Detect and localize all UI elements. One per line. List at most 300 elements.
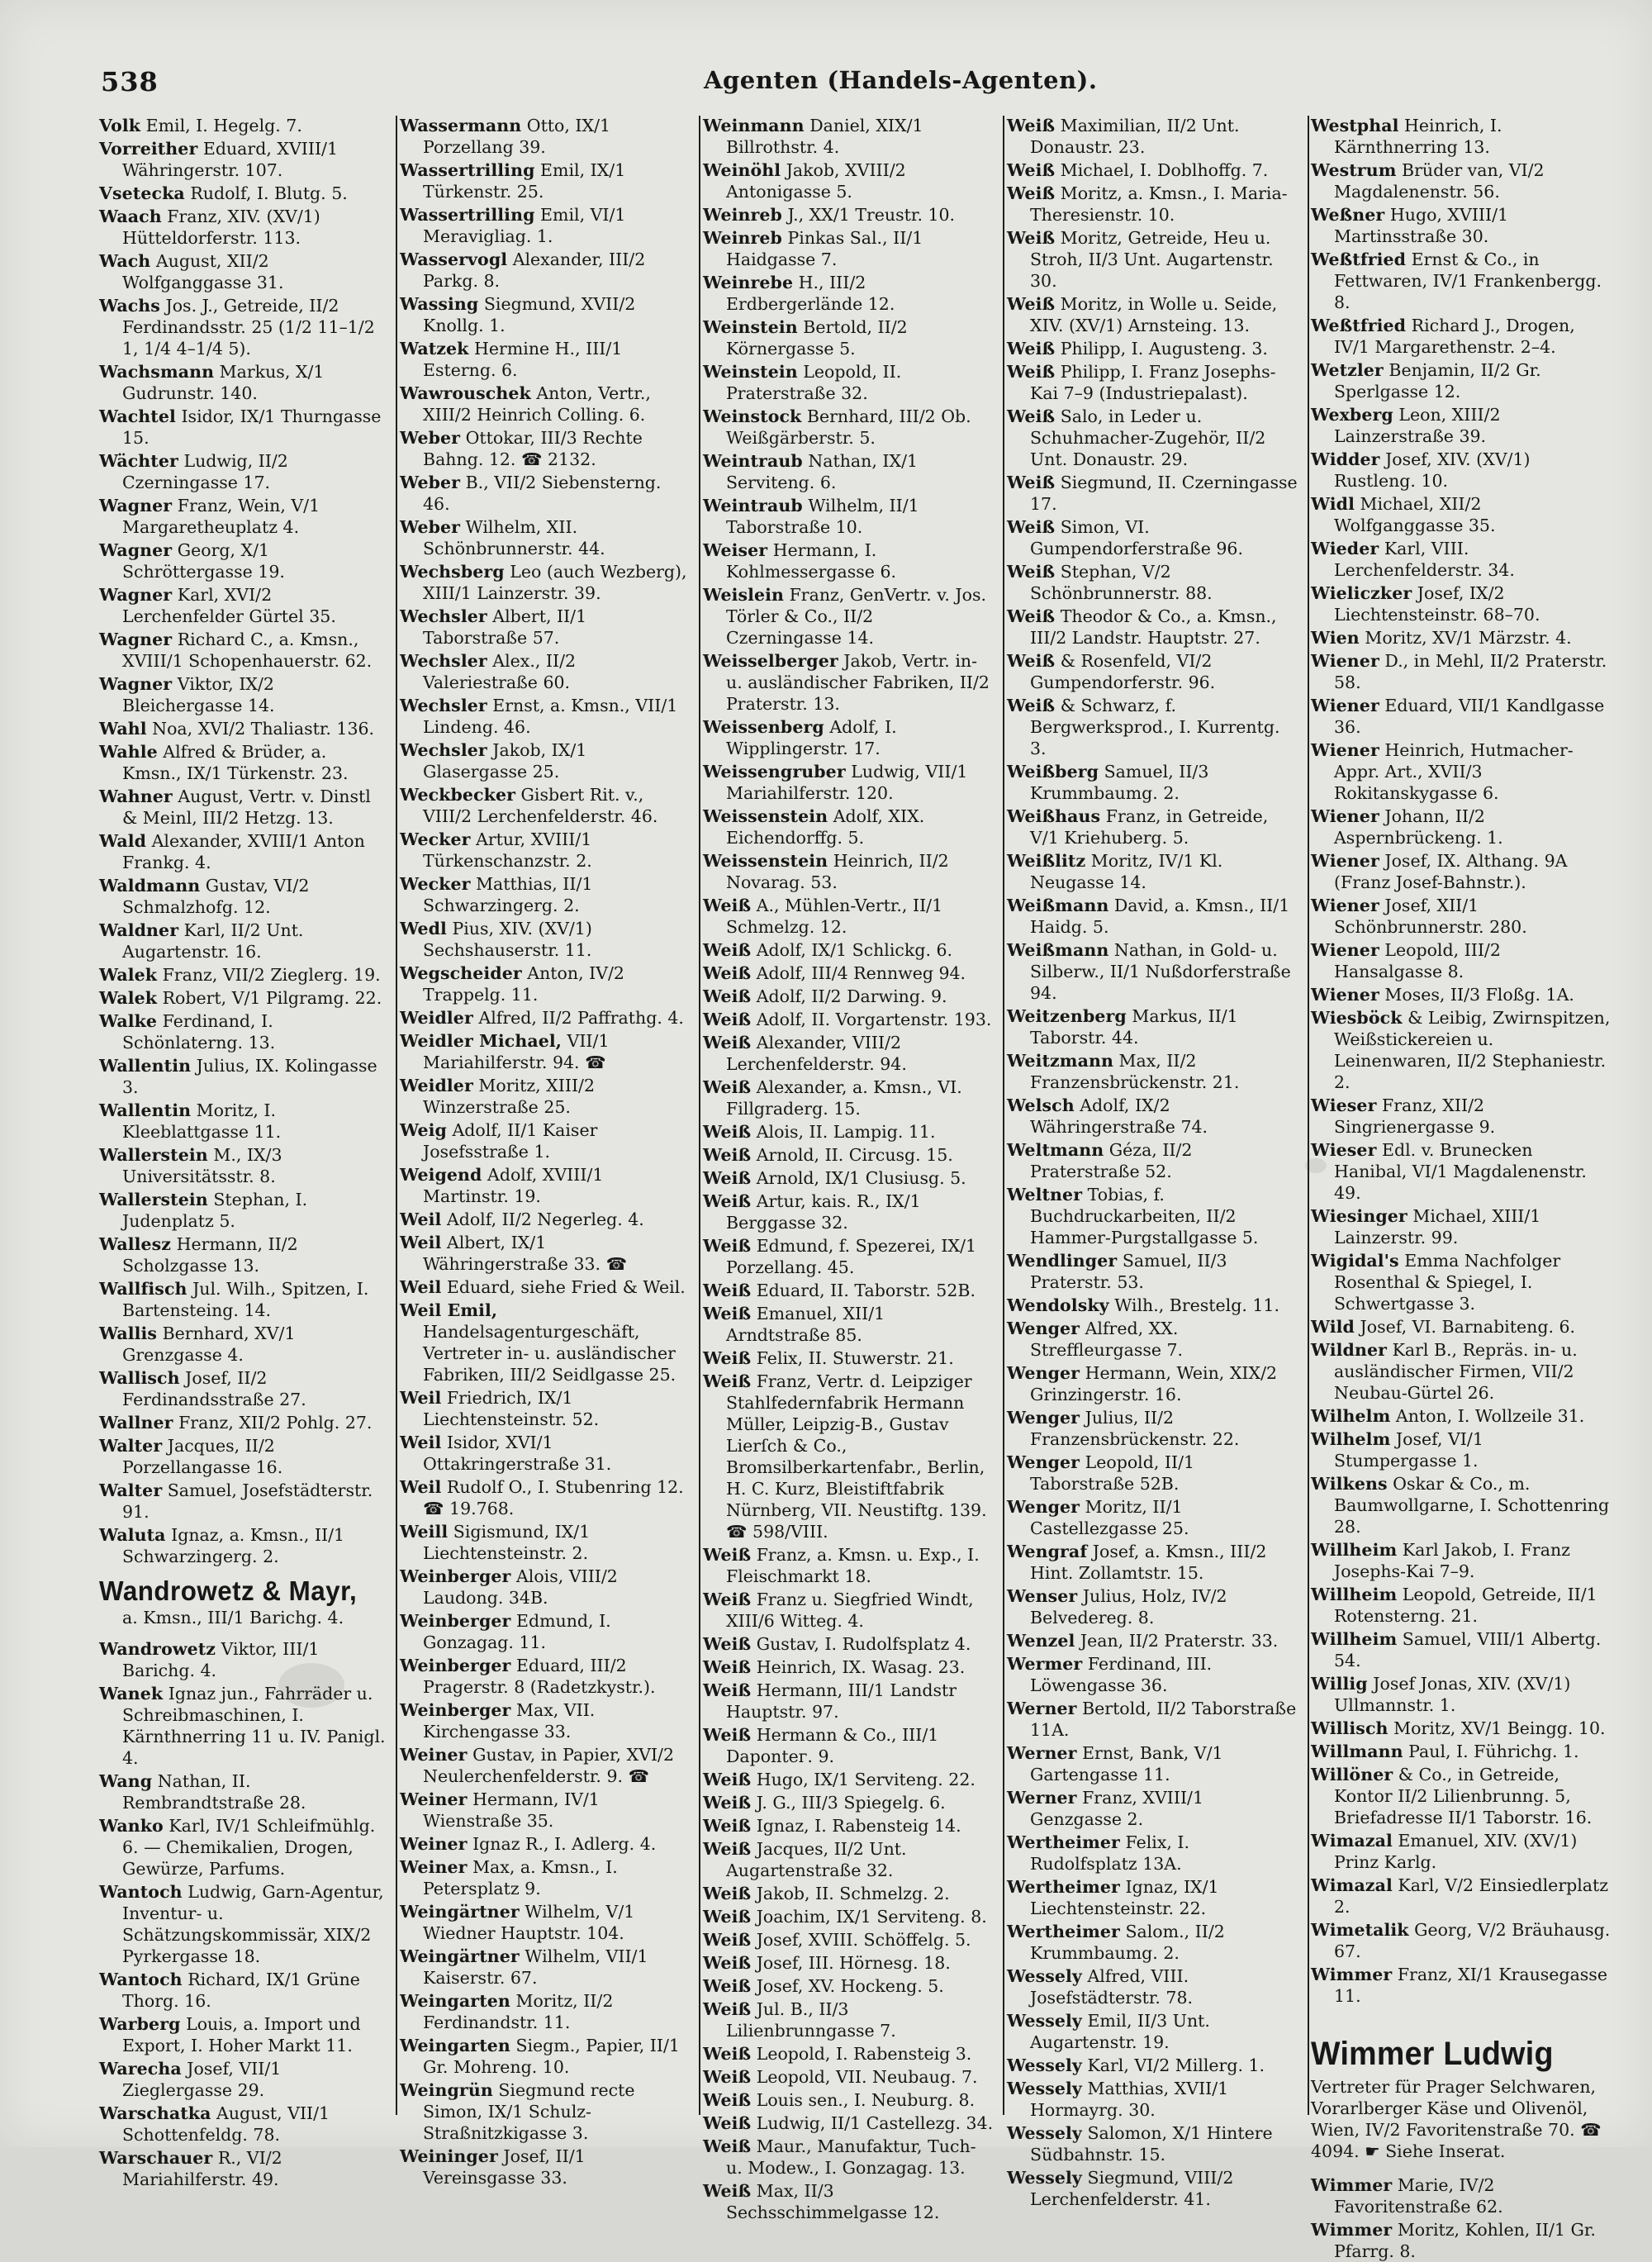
entry-address: Isidor, IX/1 Thurngasse 15. [122, 406, 382, 448]
directory-entry [99, 1683, 390, 1769]
entry-address: Jakob, II. Schmelzg. 2. [756, 1884, 950, 1903]
entry-name: Waldner [99, 920, 179, 940]
entry-name: Wachtel [99, 406, 176, 426]
entry-name: Weiß [703, 2181, 752, 2201]
entry-address: & Co., in Getreide, Kontor II/2 Lilienbrunng. 5, Briefadresse II/1 Taborstr. 16. [1334, 1765, 1593, 1827]
entry-address: Friedrich, IX/1 Liechtensteinstr. 52. [423, 1388, 600, 1429]
advertisement-detail: a. Kmsn., III/1 Barichg. 4. [122, 1608, 344, 1628]
directory-entry [1007, 293, 1298, 336]
entry-address: Franz, XVIII/1 Genzgasse 2. [1030, 1788, 1204, 1829]
entry-address: Jakob, IX/1 Glasergasse 25. [423, 740, 587, 782]
entry-address: Paul, I. Führichg. 1. [1408, 1742, 1579, 1761]
directory-entry [1007, 338, 1298, 359]
directory-entry [99, 629, 390, 672]
directory-column-2 [400, 115, 691, 2188]
directory-entry [1311, 695, 1611, 738]
entry-address: J. G., III/3 Spiegelg. 6. [756, 1793, 946, 1813]
entry-address: Matthias, XVII/1 Hormayrg. 30. [1030, 2079, 1229, 2120]
entry-address: Albert, II/1 Taborstraße 57. [423, 606, 587, 648]
entry-address: Moritz, XV/1 Märzstr. 4. [1365, 628, 1572, 648]
entry-address: Philipp, I. Franz Josephs-Kai 7–9 (Industriepalast). [1030, 362, 1276, 403]
entry-address: Franz, a. Kmsn. u. Exp., I. Fleischmarkt 18. [726, 1545, 980, 1586]
entry-name: Wiesböck [1311, 1008, 1403, 1028]
directory-entry [99, 1770, 390, 1813]
entry-name: Weil [400, 1477, 442, 1497]
directory-entry [400, 829, 691, 872]
directory-entry [1311, 2219, 1611, 2262]
entry-name: Weber [400, 473, 461, 492]
directory-advertisement [99, 1575, 390, 1628]
entry-name: Wang [99, 1771, 153, 1791]
entry-name: Weidler Michael, [400, 1031, 562, 1051]
entry-name: Warschatka [99, 2103, 211, 2123]
entry-name: Wiener [1311, 696, 1379, 715]
entry-name: Weiß [703, 1077, 752, 1097]
directory-entry [1311, 1673, 1611, 1716]
advertisement-name: Wimmer Ludwig [1311, 2036, 1554, 2072]
entry-address: & Rosenfeld, VI/2 Gumpendorferstr. 96. [1030, 651, 1216, 692]
entry-address: Markus, II/1 Taborstr. 44. [1030, 1006, 1238, 1048]
directory-entry [400, 1655, 691, 1698]
entry-name: Wild [1311, 1317, 1355, 1337]
entry-address: Bertold, II/2 Körnergasse 5. [726, 317, 908, 359]
entry-name: Weinberger [400, 1611, 511, 1631]
entry-address: Bernhard, III/2 Ob. Weißgärberstr. 5. [726, 406, 971, 448]
entry-address: Franz u. Siegfried Windt, XIII/6 Witteg. 4. [726, 1590, 974, 1631]
entry-name: Wassermann [400, 116, 522, 135]
entry-address: Handelsagenturgeschäft, Vertreter in- u. ausländischer Fabriken, III/2 Seidlgasse 25. [423, 1322, 676, 1385]
entry-name: Wertheimer [1007, 1922, 1120, 1941]
entry-address: Otto, IX/1 Porzellang 39. [423, 116, 611, 157]
entry-name: Wagner [99, 630, 173, 649]
entry-name: Weislein [703, 585, 785, 605]
entry-address: Adolf, II/2 Darwing. 9. [756, 986, 947, 1006]
entry-address: B., VII/2 Siebensterng. 46. [423, 473, 662, 514]
entry-address: D., in Mehl, II/2 Praterstr. 58. [1334, 651, 1607, 692]
entry-address: Siegmund, II. Czerningasse 17. [1030, 473, 1298, 514]
directory-entry [400, 204, 691, 247]
entry-address: Artur, XVIII/1 Türkenschanzstr. 2. [423, 829, 592, 871]
directory-entry [1007, 1585, 1298, 1628]
entry-address: & Schwarz, f. Bergwerksprod., I. Kurrentg. 3. [1030, 696, 1280, 758]
directory-entry [400, 1232, 691, 1275]
entry-address: Bernhard, XV/1 Grenzgasse 4. [122, 1323, 296, 1365]
directory-entry [99, 1233, 390, 1276]
entry-address: Anton, I. Wollzeile 31. [1395, 1406, 1585, 1426]
directory-entry [1007, 1452, 1298, 1495]
entry-address: David, a. Kmsn., II/1 Haidg. 5. [1030, 896, 1290, 937]
entry-address: Alois, II. Lampig. 11. [756, 1122, 936, 1142]
entry-address: Felix, I. Rudolfsplatz 13A. [1030, 1832, 1190, 1874]
entry-address: Rudolf, I. Blutg. 5. [190, 183, 348, 203]
entry-address: Gisbert Rit. v., VIII/2 Lerchenfelderstr. 46. [423, 785, 658, 826]
directory-entry [99, 1815, 390, 1879]
directory-entry [703, 1167, 994, 1189]
entry-name: Wiener [1311, 851, 1379, 871]
entry-name: Willig [1311, 1674, 1368, 1694]
directory-entry [400, 1610, 691, 1653]
entry-name: Weiß [1007, 160, 1056, 180]
directory-entry [703, 2043, 994, 2065]
entry-address: Franz, XII/2 Pohlg. 27. [178, 1413, 373, 1433]
entry-address: Alfred, II/2 Paffrathg. 4. [478, 1008, 684, 1028]
directory-entry [400, 293, 691, 336]
entry-address: Hugo, XVIII/1 Martinsstraße 30. [1334, 205, 1509, 246]
entry-address: Hermann, IV/1 Wienstraße 35. [423, 1789, 600, 1831]
directory-entry [99, 495, 390, 538]
directory-entry [1311, 1875, 1611, 1917]
directory-entry [400, 159, 691, 202]
entry-address: Josef, VII/1 Zieglergasse 29. [122, 2059, 282, 2100]
directory-entry [703, 1280, 994, 1301]
directory-entry [1311, 1428, 1611, 1471]
entry-address: Moritz, in Wolle u. Seide, XIV. (XV/1) Arnsteing. 13. [1030, 294, 1278, 335]
entry-name: Wallentin [99, 1100, 192, 1120]
entry-name: Weiß [1007, 228, 1056, 248]
entry-name: Wahle [99, 742, 158, 762]
entry-name: Walter [99, 1436, 163, 1456]
directory-entry [400, 1833, 691, 1855]
directory-entry [1007, 1250, 1298, 1293]
directory-entry [703, 761, 994, 804]
entry-address: Heinrich, IX. Wasag. 23. [756, 1657, 966, 1677]
entry-address: Josef, VI/1 Stumpergasse 1. [1334, 1429, 1483, 1471]
entry-name: Wecker [400, 874, 471, 894]
directory-entry [703, 2112, 994, 2134]
entry-address: Karl, XVI/2 Lerchenfelder Gürtel 35. [122, 585, 336, 626]
entry-address: Isidor, XVI/1 Ottakringerstraße 31. [423, 1433, 612, 1474]
directory-entry [703, 1190, 994, 1233]
directory-entry [1311, 1964, 1611, 2007]
entry-name: Weiß [703, 1304, 752, 1323]
entry-address: Julius, Holz, IV/2 Belvedereg. 8. [1030, 1586, 1227, 1628]
directory-entry [1311, 1139, 1611, 1204]
entry-name: Wawrouschek [400, 383, 531, 403]
entry-address: Moritz, a. Kmsn., I. Maria-Theresienstr. 10. [1030, 183, 1288, 225]
directory-entry [1311, 359, 1611, 402]
directory-entry [1311, 1741, 1611, 1762]
directory-entry [1311, 850, 1611, 893]
entry-address: Adolf, IX/1 Schlickg. 6. [756, 940, 953, 960]
entry-name: Wiener [1311, 651, 1379, 671]
entry-name: Weiß [703, 2136, 752, 2156]
directory-entry [703, 316, 994, 359]
entry-name: Weingrün [400, 2080, 493, 2100]
entry-address: Adolf, II/1 Kaiser Josefsstraße 1. [423, 1120, 598, 1162]
directory-entry [1007, 561, 1298, 604]
entry-address: Jakob, XVIII/2 Antonigasse 5. [726, 160, 906, 202]
entry-name: Weiß [703, 986, 752, 1006]
entry-address: Richard C., a. Kmsn., XVIII/1 Schopenhauerstr. 62. [122, 630, 373, 671]
entry-name: Wechsler [400, 740, 487, 760]
entry-address: Hermann & Co., III/1 Dapontег. 9. [726, 1725, 939, 1766]
entry-address: Hermann, II/2 Scholzgasse 13. [122, 1234, 298, 1276]
directory-entry [400, 2079, 691, 2144]
directory-entry [703, 1838, 994, 1881]
directory-entry [400, 1856, 691, 1899]
directory-entry [400, 739, 691, 782]
directory-entry [400, 1990, 691, 2033]
entry-name: Wachs [99, 296, 160, 316]
directory-entry [1007, 361, 1298, 404]
directory-entry [99, 830, 390, 873]
entry-name: Wessely [1007, 2079, 1082, 2098]
entry-address: Joachim, IX/1 Serviteng. 8. [756, 1907, 987, 1927]
entry-address: Karl, VIII. Lerchenfelderstr. 34. [1334, 539, 1515, 580]
entry-address: Nathan, in Gold- u. Silberw., II/1 Nußdorferstraße 94. [1030, 940, 1291, 1003]
entry-name: Weiß [703, 1010, 752, 1029]
directory-entry [400, 1476, 691, 1519]
entry-name: Weiß [703, 2067, 752, 2087]
advertisement-name: Wandrowetz & Mayr, [99, 1575, 358, 1606]
entry-name: Wieliczker [1311, 583, 1412, 603]
entry-address: Richard J., Drogen, IV/1 Margarethenstr. 2–4. [1334, 316, 1575, 357]
entry-name: Weiß [703, 1930, 752, 1950]
directory-entry [99, 539, 390, 582]
entry-name: Weingärtner [400, 1902, 520, 1922]
entry-address: Moses, II/3 Floßg. 1A. [1384, 985, 1574, 1005]
entry-name: Wächter [99, 451, 178, 471]
entry-address: Nathan, II. Rembrandtstraße 28. [122, 1771, 306, 1813]
entry-name: Weiß [703, 1884, 752, 1903]
entry-name: Weßner [1311, 205, 1385, 225]
entry-name: Weiner [400, 1789, 468, 1809]
entry-name: Weiß [703, 1191, 752, 1211]
directory-entry [703, 227, 994, 270]
directory-entry [99, 406, 390, 449]
directory-entry [703, 1883, 994, 1904]
entry-address: Ignaz, IX/1 Liechtensteinstr. 22. [1030, 1877, 1219, 1918]
entry-address: Moritz, II/1 Castellezgasse 25. [1030, 1497, 1189, 1538]
directory-entry [1007, 1184, 1298, 1248]
directory-entry [1311, 1250, 1611, 1314]
entry-address: Simon, VI. Gumpendorferstraße 96. [1030, 517, 1243, 558]
entry-name: Weiß [1007, 651, 1056, 671]
directory-entry [1007, 1921, 1298, 1964]
entry-name: Wexberg [1311, 405, 1393, 425]
entry-address: Jacques, II/2 Unt. Augartenstraße 32. [726, 1839, 907, 1880]
entry-name: Willheim [1311, 1629, 1398, 1649]
entry-name: Weidler [400, 1008, 473, 1028]
directory-entry [400, 918, 691, 961]
directory-entry [400, 472, 691, 515]
directory-entry [1311, 1628, 1611, 1671]
entry-name: Willmann [1311, 1742, 1403, 1761]
entry-address: Josef Jonas, XIV. (XV/1) Ullmannstr. 1. [1334, 1674, 1571, 1715]
directory-entry [1007, 406, 1298, 470]
directory-column-1 [99, 115, 390, 2189]
entry-address: Edl. v. Brunecken Hanibal, VI/1 Magdalenenstr. 49. [1334, 1140, 1587, 1203]
entry-name: Widder [1311, 449, 1380, 469]
directory-entry [1007, 1653, 1298, 1696]
entry-name: Weltner [1007, 1185, 1083, 1205]
entry-name: Wessely [1007, 1966, 1082, 1986]
directory-entry [703, 2089, 994, 2111]
entry-name: Wanek [99, 1684, 164, 1704]
directory-entry [1311, 895, 1611, 938]
directory-entry [703, 1952, 994, 1974]
entry-name: Wilkens [1311, 1474, 1388, 1494]
directory-entry [99, 206, 390, 249]
entry-name: Weßtfried [1311, 249, 1407, 269]
directory-entry [400, 2035, 691, 2078]
directory-entry [703, 1656, 994, 1678]
directory-entry [1311, 449, 1611, 492]
directory-entry [99, 250, 390, 293]
entry-address: Hugo, IX/1 Serviteng. 22. [756, 1770, 976, 1789]
entry-name: Weiß [703, 2044, 752, 2064]
directory-entry [1311, 1584, 1611, 1627]
directory-entry [400, 427, 691, 470]
directory-entry [99, 1412, 390, 1433]
entry-name: Volk [99, 116, 141, 135]
directory-entry [99, 295, 390, 359]
entry-name: Watzek [400, 339, 469, 359]
directory-entry [1007, 1407, 1298, 1450]
entry-address: Eduard, VII/1 Kandlgasse 36. [1334, 696, 1605, 737]
entry-name: Weckbecker [400, 785, 515, 805]
directory-entry [1007, 1362, 1298, 1405]
directory-entry [400, 873, 691, 916]
entry-name: Weinberger [400, 1656, 511, 1675]
entry-address: Ferdinand, I. Schönlaterng. 13. [122, 1011, 276, 1053]
entry-name: Weiß [703, 1371, 752, 1391]
entry-name: Wenger [1007, 1452, 1080, 1472]
directory-entry [400, 561, 691, 604]
entry-name: Weitzmann [1007, 1051, 1113, 1071]
directory-entry [400, 1164, 691, 1207]
directory-entry [400, 383, 691, 425]
entry-name: Wermer [1007, 1654, 1083, 1674]
entry-address: Viktor, III/1 Barichg. 4. [122, 1639, 320, 1680]
directory-entry [99, 450, 390, 493]
directory-entry [400, 1209, 691, 1230]
directory-entry [703, 1144, 994, 1166]
entry-address: Richard, IX/1 Grüne Thorg. 16. [122, 1970, 360, 2011]
entry-name: Wahl [99, 719, 147, 739]
directory-entry [703, 204, 994, 226]
entry-address: Hermann, I. Kohlmessergasse 6. [726, 540, 897, 582]
entry-address: Franz, Wein, V/1 Margaretheuplatz 4. [122, 496, 320, 537]
directory-entry [703, 805, 994, 848]
directory-entry [99, 1881, 390, 1967]
entry-address: Julius, II/2 Franzensbrückenstr. 22. [1030, 1408, 1240, 1449]
entry-name: Weininger [400, 2146, 498, 2166]
entry-address: August, Vertr. v. Dinstl & Meinl, III/2 Hetzg. 13. [122, 786, 371, 828]
entry-address: Moritz, XIII/2 Winzerstraße 25. [423, 1076, 595, 1117]
entry-name: Westrum [1311, 160, 1397, 180]
entry-name: Weinöhl [703, 160, 781, 180]
entry-name: Wassertrilling [400, 160, 535, 180]
entry-name: Weil [400, 1433, 442, 1452]
entry-name: Weidler [400, 1076, 473, 1095]
directory-entry [400, 784, 691, 827]
entry-address: Jul. Wilh., Spitzen, I. Bartensteing. 14. [122, 1279, 369, 1320]
directory-entry [400, 1119, 691, 1162]
entry-name: Weber [400, 517, 461, 537]
entry-address: Markus, X/1 Gudrunstr. 140. [122, 362, 325, 403]
page-number: 538 [101, 66, 159, 97]
directory-entry [703, 716, 994, 759]
entry-address: Heinrich, I. Kärnthnerring 13. [1334, 116, 1502, 157]
section-title: Agenten (Handels-Agenten). [704, 66, 1098, 94]
directory-entry [703, 1906, 994, 1927]
entry-name: Weiner [400, 1745, 468, 1765]
entry-name: Wimetalik [1311, 1920, 1409, 1940]
entry-name: Weber [400, 428, 461, 448]
entry-name: Wedl [400, 919, 447, 939]
directory-entry [703, 1076, 994, 1119]
directory-entry [400, 115, 691, 158]
entry-name: Warberg [99, 2014, 181, 2034]
entry-name: Weil [400, 1209, 442, 1229]
directory-entry [1311, 204, 1611, 247]
entry-name: Weiß [1007, 473, 1056, 492]
entry-name: Wallerstein [99, 1190, 208, 1209]
directory-entry [1007, 1050, 1298, 1093]
entry-name: Weintraub [703, 496, 803, 516]
entry-address: Edmund, I. Gonzagag. 11. [423, 1611, 611, 1652]
entry-address: Anton, IV/2 Trappelg. 11. [423, 963, 624, 1005]
entry-address: Rudolf O., I. Stubenring 12. ☎ 19.768. [423, 1477, 684, 1518]
entry-address: Daniel, XIX/1 Billrothstr. 4. [726, 116, 923, 157]
entry-name: Weiß [703, 1634, 752, 1654]
entry-address: Alex., II/2 Valeriestraße 60. [423, 651, 577, 692]
entry-name: Wessely [1007, 2168, 1082, 2188]
entry-address: Siegm., Papier, II/1 Gr. Mohreng. 10. [423, 2036, 680, 2077]
entry-address: Jul. B., II/3 Lilienbrunngasse 7. [726, 1999, 896, 2041]
directory-entry [99, 718, 390, 739]
directory-entry [99, 1323, 390, 1366]
entry-address: Samuel, II/3 Krummbaumg. 2. [1030, 762, 1209, 803]
entry-address: Adolf, III/4 Rennweg 94. [756, 963, 966, 983]
page-header [101, 66, 1608, 99]
entry-address: Wilh., Brestelg. 11. [1114, 1295, 1279, 1315]
directory-entry [400, 1007, 691, 1029]
directory-entry [99, 115, 390, 136]
directory-entry [99, 1480, 390, 1523]
entry-address: Samuel, Josefstädterstr. 91. [122, 1480, 373, 1522]
entry-name: Weißlitz [1007, 851, 1086, 871]
entry-address: Max, II/2 Franzensbrückenstr. 21. [1030, 1051, 1240, 1092]
entry-name: Weiß [1007, 696, 1056, 715]
directory-entry [99, 1055, 390, 1098]
entry-address: Siegmund recte Simon, IX/1 Schulz-Straßnitzkigasse 3. [423, 2080, 635, 2143]
entry-address: Adolf, I. Wipplingerstr. 17. [726, 717, 897, 758]
entry-name: Weiß [703, 1590, 752, 1609]
entry-address: Leo (auch Wezberg), XIII/1 Lainzerstr. 39. [423, 562, 687, 603]
directory-entry [703, 2136, 994, 2179]
entry-address: Gustav, I. Rudolfsplatz 4. [756, 1634, 971, 1654]
entry-address: Franz, XII/2 Singrienergasse 9. [1334, 1095, 1496, 1137]
entry-name: Wenger [1007, 1408, 1080, 1428]
entry-name: Weissengruber [703, 762, 846, 782]
entry-address: Emanuel, XIV. (XV/1) Prinz Karlg. [1334, 1831, 1578, 1872]
entry-name: Wantoch [99, 1882, 183, 1902]
entry-address: Johann, II/2 Aspernbrückeng. 1. [1334, 806, 1503, 848]
entry-address: Eduard, XVIII/1 Währingerstr. 107. [122, 139, 338, 180]
entry-name: Weiß [703, 1033, 752, 1053]
directory-entry [400, 1744, 691, 1787]
entry-address: Salo, in Leder u. Schuhmacher-Zugehör, II/2 Unt. Donaustr. 29. [1030, 406, 1266, 469]
entry-address: Moritz, II/2 Ferdinandstr. 11. [423, 1991, 614, 2032]
entry-address: August, XII/2 Wolfganggasse 31. [122, 251, 284, 292]
entry-address: Emanuel, XII/1 Arndtstraße 85. [726, 1304, 885, 1345]
directory-entry [1311, 1339, 1611, 1404]
entry-name: Weinstein [703, 317, 798, 337]
entry-address: Artur, kais. R., IX/1 Berggasse 32. [726, 1191, 921, 1233]
directory-entry [400, 962, 691, 1005]
